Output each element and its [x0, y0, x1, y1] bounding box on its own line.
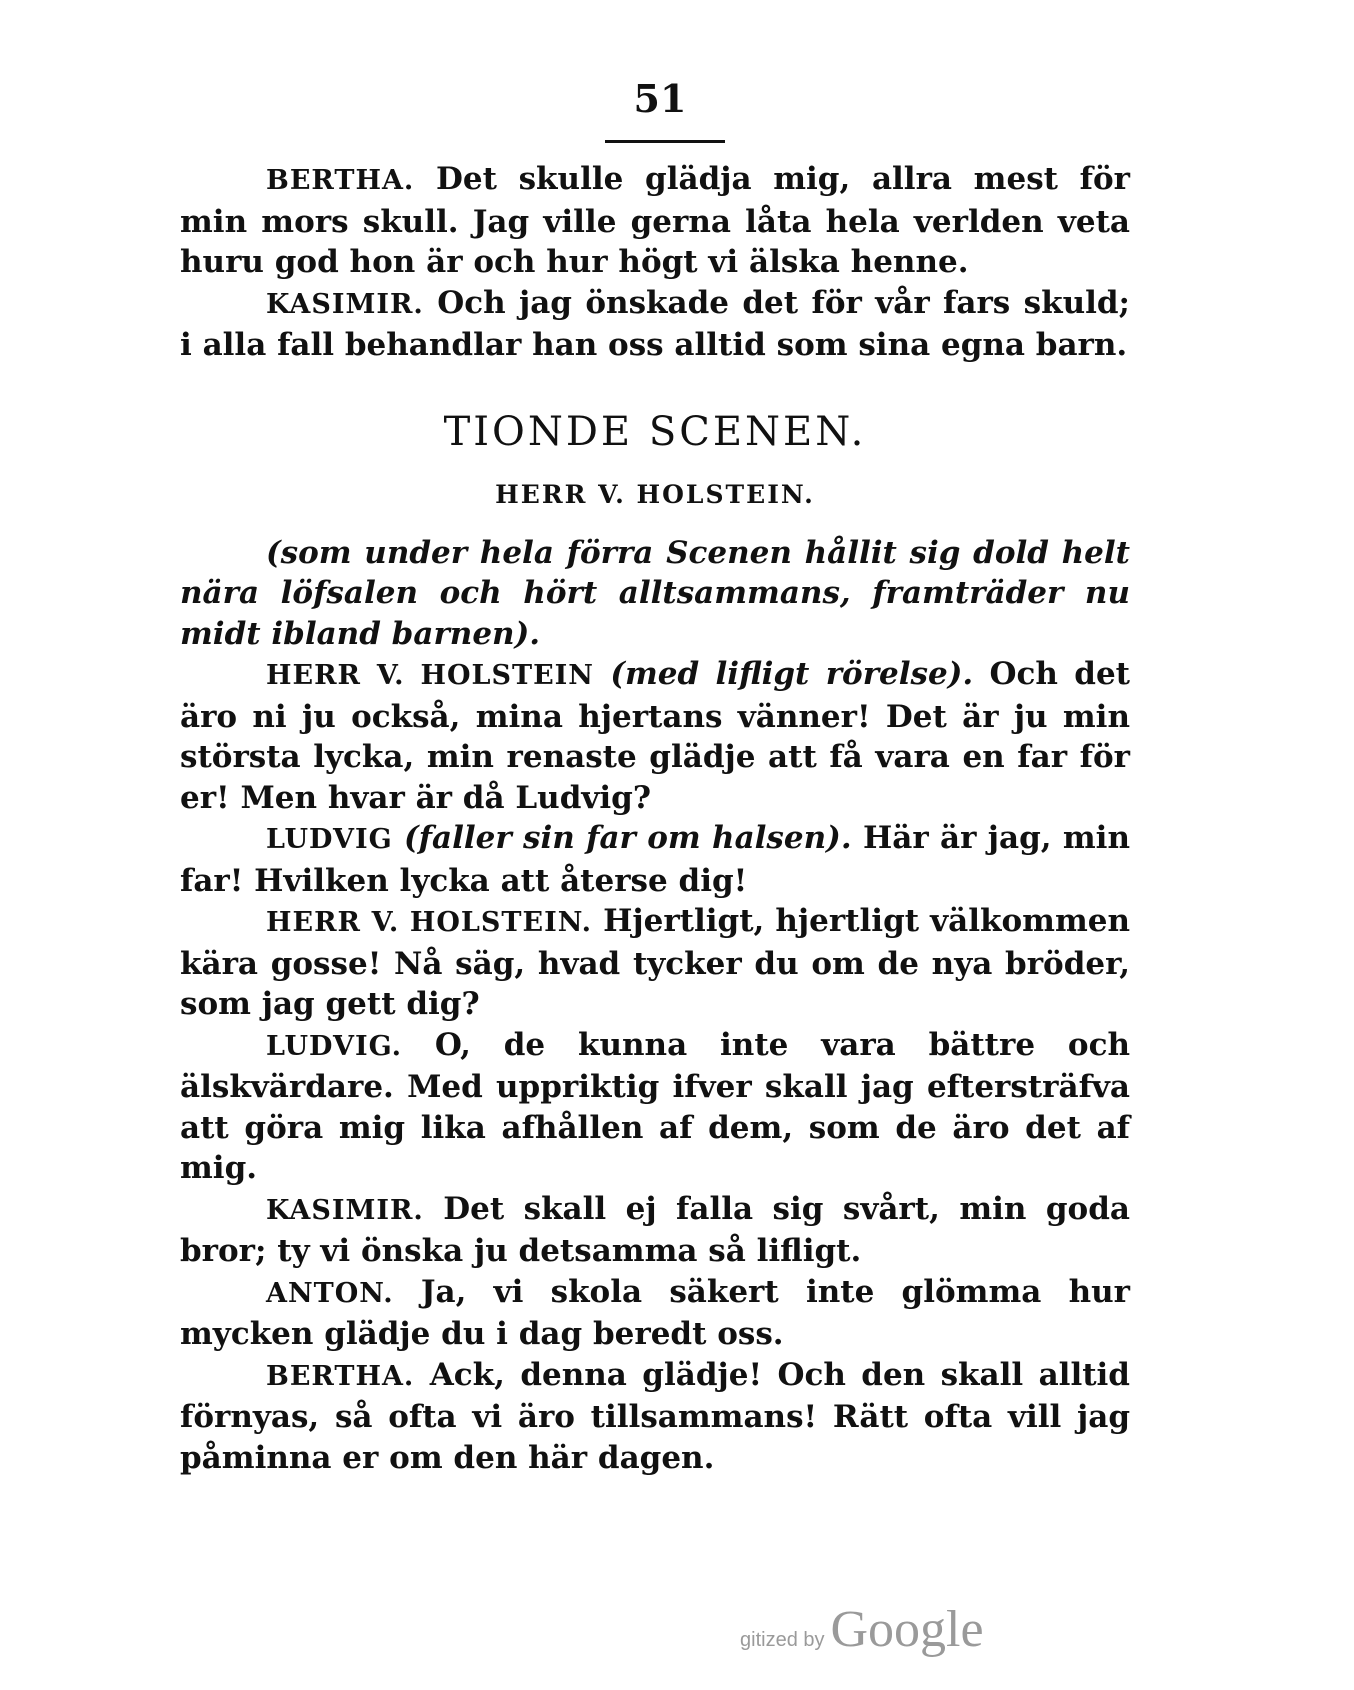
speech-ludvig-2 [180, 1025, 1130, 1189]
speech-direction: (med lifligt rörelse). [593, 656, 974, 692]
speech-ludvig-1 [180, 818, 1130, 901]
google-watermark [740, 1600, 984, 1659]
speaker-name: BERTHA. [266, 1360, 415, 1392]
speaker-name: HERR V. HOLSTEIN. [266, 907, 593, 938]
speaker-name: ANTON. [266, 1277, 394, 1309]
speech-text: O, de kunna inte vara bättre och älskvärdare. Med uppriktig ifver skall jag eftersträfva att göra mig lika afhållen af dem, som de äro det af mig. [180, 1026, 1130, 1186]
speech-text: Det skulle glädja mig, allra mest för min mors skull. Jag ville gerna låta hela verlden veta huru god hon är och hur högt vi älska henne. [180, 161, 1130, 280]
watermark-brand: Google [830, 1601, 984, 1658]
speaker-name: KASIMIR. [266, 1194, 424, 1226]
speech-anton-1 [180, 1272, 1130, 1355]
speaker-name: LUDVIG. [266, 1030, 403, 1062]
speaker-name: HERR V. HOLSTEIN [266, 660, 594, 691]
scene-character: HERR V. HOLSTEIN. [495, 479, 815, 509]
speech-text: Det skall ej falla sig svårt, min goda bror; ty vi önska ju detsamma så lifligt. [180, 1190, 1130, 1269]
speech-direction: (faller sin far om halsen). [392, 820, 852, 856]
speech-kasimir-2 [180, 1189, 1130, 1272]
speech-text: Ja, vi skola säkert inte glömma hur mycken glädje du i dag beredt oss. [180, 1273, 1130, 1352]
watermark-prefix: gitized by [740, 1629, 825, 1651]
speech-bertha-1 [180, 159, 1130, 283]
speaker-name: LUDVIG [266, 824, 393, 855]
speech-text: Och det äro ni ju också, mina hjertans vänner! Det är ju min största lycka, min renaste glädje att få vara en far för er! Men hvar är då Ludvig? [180, 656, 1131, 816]
speech-text: Och jag önskade det för vår fars skuld; i alla fall behandlar han oss alltid som sina egna barn. [180, 284, 1130, 363]
page-number: 51 [633, 76, 687, 121]
speech-text: Ack, denna glädje! Och den skall alltid förnyas, så ofta vi äro tillsammans! Rätt ofta vill jag påminna er om den här dagen. [180, 1356, 1130, 1476]
speech-text: Här är jag, min far! Hvilken lycka att återse dig! [180, 820, 1130, 899]
speech-bertha-2 [180, 1355, 1130, 1479]
speech-holstein-1 [180, 654, 1130, 818]
book-page [180, 76, 1131, 1478]
speaker-name: BERTHA. [266, 165, 415, 196]
speaker-name: KASIMIR. [266, 288, 424, 320]
speech-kasimir-1 [180, 283, 1130, 366]
speech-text: Hjertligt, hjertligt välkommen kära gosse! Nå säg, hvad tycker du om de nya bröder, som jag gett dig? [180, 903, 1131, 1022]
header-rule [605, 140, 725, 143]
speech-holstein-2 [180, 901, 1130, 1025]
scene-title: TIONDE SCENEN. [443, 408, 867, 455]
stage-direction: (som under hela förra Scenen hållit sig dold helt nära löfsalen och hört alltsammans, framträder nu midt ibland barnen). [180, 534, 1130, 652]
